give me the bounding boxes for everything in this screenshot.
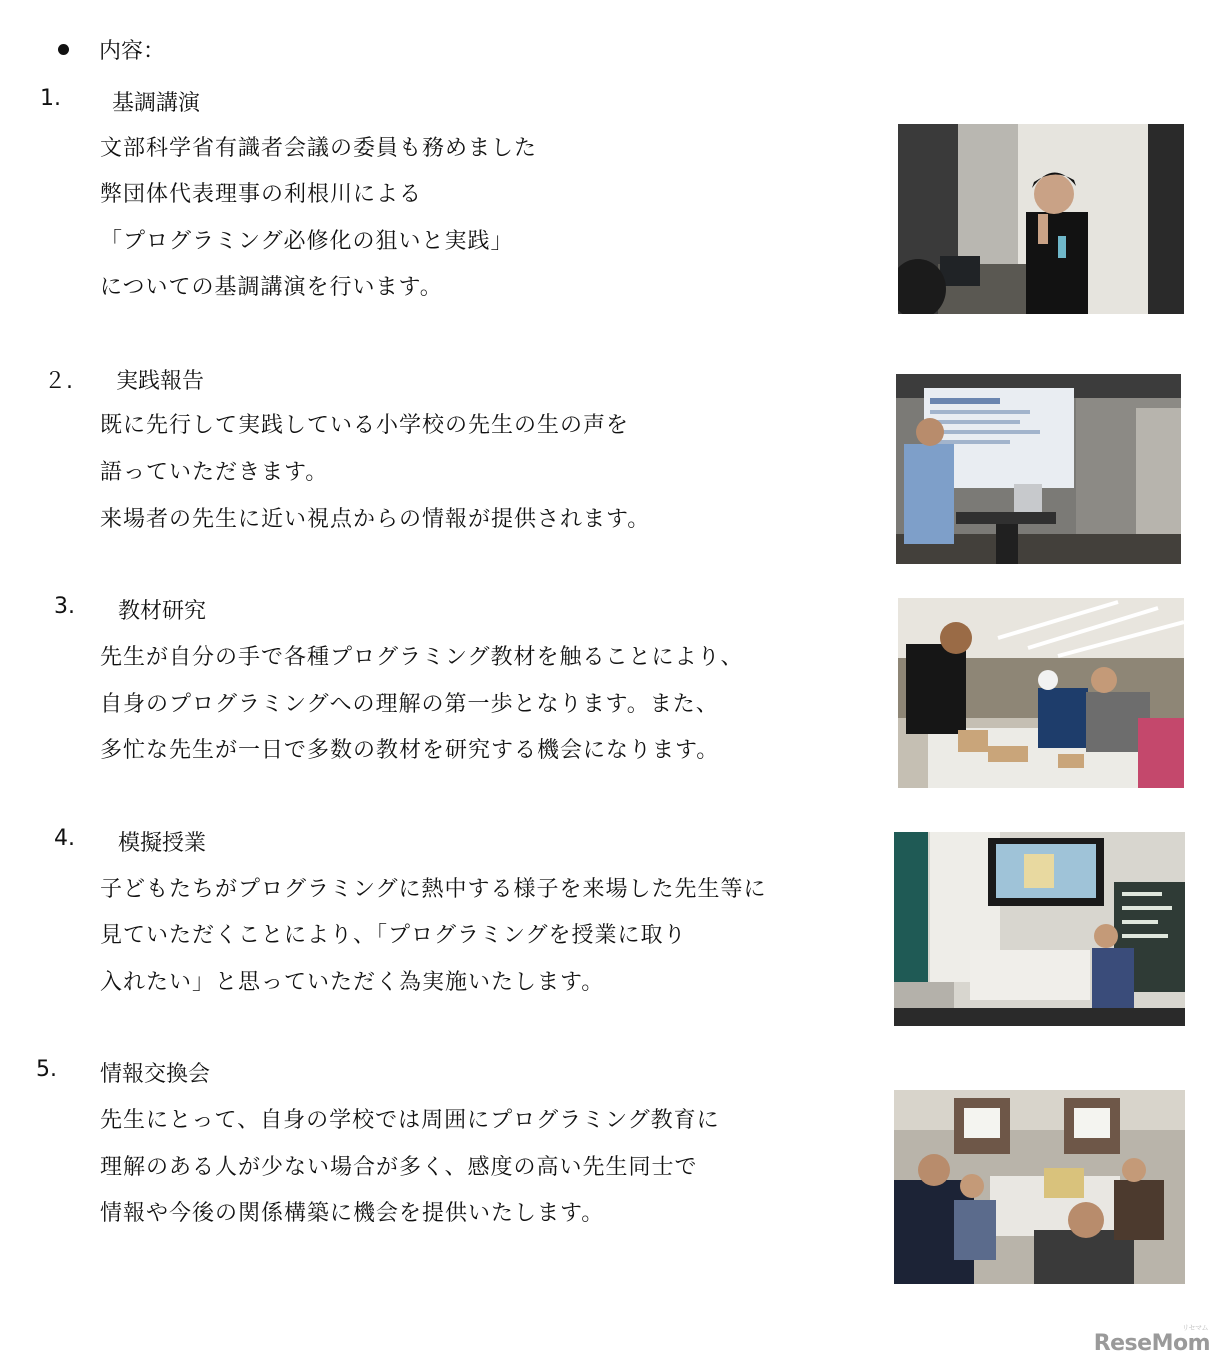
section-5-line: 情報や今後の関係構築に機会を提供いたします。 [100, 1201, 605, 1226]
section-3-title: 教材研究 [118, 599, 207, 624]
content-heading [56, 34, 165, 65]
section-2-title: 実践報告 [116, 369, 205, 394]
mock-class-photo [894, 832, 1185, 1026]
materials-research-photo [898, 598, 1184, 788]
resemom-logo-text: ReseMom [1093, 1331, 1210, 1356]
section-4-title: 模擬授業 [118, 831, 207, 856]
keynote-speaker-photo [898, 124, 1184, 314]
practice-report-photo [896, 374, 1181, 564]
section-3-line: 多忙な先生が一日で多数の教材を研究する機会になります。 [100, 738, 720, 763]
section-3-line: 自身のプログラミングへの理解の第一歩となります。また、 [100, 692, 719, 717]
section-1-line: 「プログラミング必修化の狙いと実践」 [100, 229, 514, 254]
content-heading-label: 内容： [99, 39, 166, 64]
section-3-line: 先生が自分の手で各種プログラミング教材を触ることにより、 [100, 645, 744, 670]
section-2-number: ２. [44, 369, 73, 394]
section-5-number: 5. [36, 1057, 57, 1082]
section-2-line: 語っていただきます。 [100, 460, 329, 485]
section-3-number: 3. [54, 594, 75, 619]
section-5-title: 情報交換会 [100, 1062, 211, 1087]
section-5-line: 理解のある人が少ない場合が多く、感度の高い先生同士で [100, 1155, 698, 1180]
section-1-title: 基調講演 [112, 91, 201, 116]
resemom-logo [1093, 1324, 1210, 1356]
bullet-icon [58, 44, 69, 55]
section-2-line: 既に先行して実践している小学校の先生の生の声を [100, 413, 630, 438]
exchange-meeting-photo [894, 1090, 1185, 1284]
section-1-line: についての基調講演を行います。 [100, 275, 443, 300]
section-5-line: 先生にとって、自身の学校では周囲にプログラミング教育に [100, 1108, 720, 1133]
section-4-line: 子どもたちがプログラミングに熱中する様子を来場した先生等に [100, 877, 767, 902]
section-2-line: 来場者の先生に近い視点からの情報が提供されます。 [100, 507, 651, 532]
section-4-line: 見ていただくことにより、「プログラミングを授業に取り [100, 923, 687, 948]
section-1-number: 1. [40, 86, 61, 111]
section-4-line: 入れたい」と思っていただく為実施いたします。 [100, 970, 605, 995]
section-1-line: 文部科学省有識者会議の委員も務めました [100, 136, 538, 161]
section-1-line: 弊団体代表理事の利根川による [100, 182, 423, 207]
section-4-number: 4. [54, 826, 75, 851]
resemom-logo-sub: リセマム [1182, 1324, 1208, 1332]
